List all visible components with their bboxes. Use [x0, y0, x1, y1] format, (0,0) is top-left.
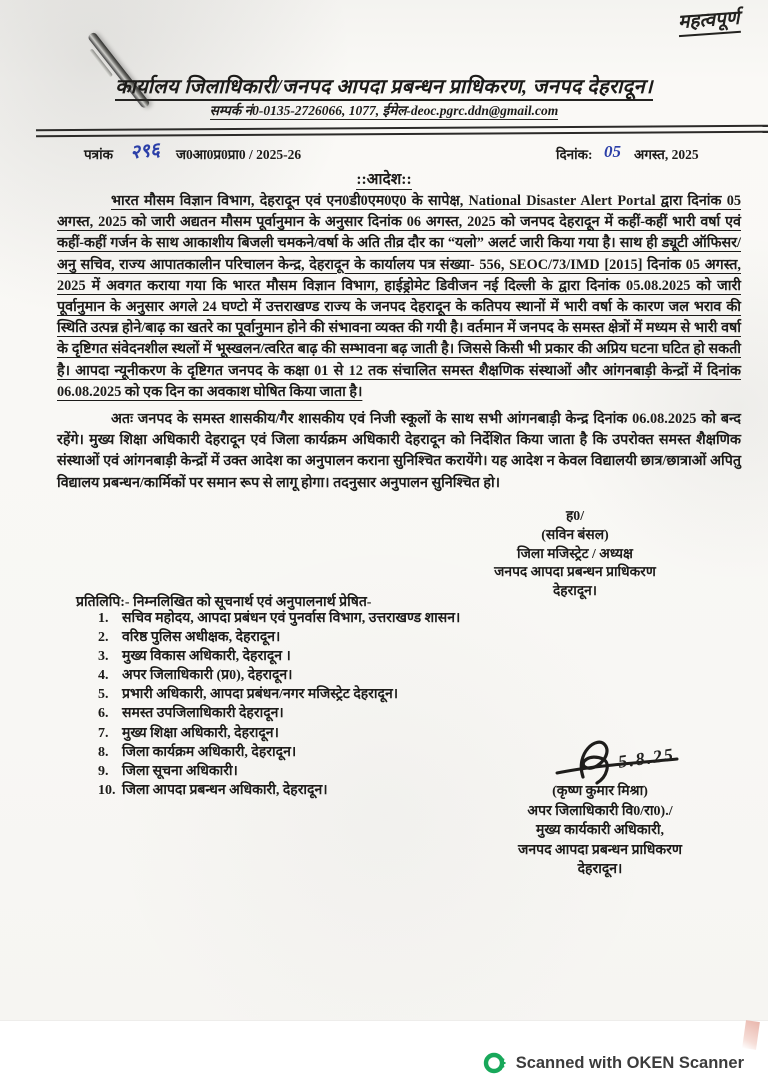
date-label: दिनांक:: [556, 147, 593, 162]
handwritten-importance-note: महत्वपूर्ण: [677, 4, 740, 37]
signatory-designation-4: देहरादून।: [577, 862, 623, 877]
date-month-year: अगस्त, 2025: [634, 147, 699, 162]
list-item-number: 1.: [98, 611, 109, 626]
list-item: [98, 688, 558, 703]
letterhead-divider-rule: [36, 125, 768, 137]
scan-edge-artifact: [742, 1020, 760, 1050]
list-item: [98, 727, 558, 742]
list-item-number: 8.: [98, 744, 109, 760]
order-body-paragraph-2: अतः जनपद के समस्त शासकीय/गैर शासकीय एवं निजी स्कूलों के साथ सभी आंगनबाड़ी केन्द्र दिनांक 06.08.2025 को बन्द रहेंगे। मुख्य शिक्षा अधिकारी देहरादून एवं जिला कार्यक्रम अधिकारी देहरादून को निर्देशित किया जाता है कि उपरोक्त समस्त शैक्षणिक संस्थाओं एवं आंगनबाड़ी केन्द्रों में उक्त आदेश का अनुपालन कराना सुनिश्चित करायेंगे। यह आदेश न केवल विद्यालयी छात्र/छात्राओं अपितु विद्यालय प्रबन्धन/कार्मिकों पर समान रूप से लागू होगा। तदनुसार अनुपालन सुनिश्चित हो।: [57, 411, 741, 491]
handwritten-signature-date: 5.8.25: [616, 744, 677, 772]
signatory-designation-1: जिला मजिस्ट्रेट / अध्यक्ष: [517, 545, 633, 561]
office-letterhead-title-text: कार्यालय जिलाधिकारी/जनपद आपदा प्रबन्धन प्राधिकरण, जनपद देहरादून।: [115, 76, 653, 101]
list-item-number: 7.: [98, 725, 109, 741]
list-item-number: 2.: [98, 630, 109, 646]
copy-distribution-list: [98, 612, 558, 803]
signatory-designation-3: जनपद आपदा प्रबन्धन प्राधिकरण: [517, 842, 682, 858]
ref-number-label: पत्रांक: [84, 147, 113, 162]
office-contact-line: [0, 101, 768, 119]
signatory-designation-2: जनपद आपदा प्रबन्धन प्राधिकरण: [494, 564, 656, 580]
list-item: [98, 765, 558, 780]
list-item-text: वरिष्ठ पुलिस अधीक्षक, देहरादून।: [122, 630, 281, 646]
list-item: [98, 746, 558, 761]
oken-scanner-logo-icon: [483, 1051, 507, 1075]
list-item-text: प्रभारी अधिकारी, आपदा प्रबंधन/नगर मजिस्ट्रेट देहरादून।: [122, 687, 399, 703]
list-item: [98, 612, 558, 627]
list-item-text: सचिव महोदय, आपदा प्रबंधन एवं पुनर्वास विभाग, उत्तराखण्ड शासन।: [122, 611, 461, 626]
list-item-text: अपर जिलाधिकारी (प्र0), देहरादून।: [122, 668, 293, 684]
list-item-text: मुख्य शिक्षा अधिकारी, देहरादून।: [122, 725, 279, 741]
list-item: [98, 650, 558, 665]
signatory-designation-3: देहरादून।: [552, 583, 598, 599]
list-item-text: समस्त उपजिलाधिकारी देहरादून।: [122, 706, 284, 722]
signatory-name: (सविन बंसल): [541, 526, 609, 542]
list-item: [98, 631, 558, 646]
copy-distribution-heading: प्रतिलिपि:- निम्नलिखित को सूचनार्थ एवं अनुपालनार्थ प्रेषित-: [76, 595, 372, 610]
office-letterhead-title: [0, 72, 768, 99]
list-item-number: 3.: [98, 649, 109, 665]
handwritten-ref-number: २९६: [129, 139, 161, 164]
order-heading-text: ::आदेश::: [356, 171, 412, 188]
signatory-name: (कृष्ण कुमार मिश्रा): [552, 784, 648, 799]
list-item-number: 9.: [98, 763, 109, 779]
signature-block-adm-ceo: [470, 782, 730, 880]
oken-scanner-credit-text: Scanned with OKEN Scanner: [515, 1053, 744, 1072]
list-item-number: 5.: [98, 687, 109, 703]
signature-block-district-magistrate: [455, 507, 695, 601]
list-item-text: मुख्य विकास अधिकारी, देहरादून ।: [122, 649, 291, 665]
order-heading: [0, 167, 768, 189]
list-item: [98, 707, 558, 722]
signatory-designation-2: मुख्य कार्यकारी अधिकारी,: [535, 823, 665, 838]
list-item-number: 10.: [98, 782, 116, 798]
list-item-text: जिला आपदा प्रबन्धन अधिकारी, देहरादून।: [122, 782, 328, 798]
list-item-text: जिला सूचना अधिकारी।: [122, 763, 238, 779]
scanner-footer-strip: [0, 1020, 768, 1088]
oken-scanner-credit: [483, 1051, 744, 1075]
handwritten-date-day: 05: [604, 142, 621, 161]
ref-number-suffix: ज0आ0प्र0प्रा0 / 2025-26: [176, 147, 302, 162]
list-item-text: जिला कार्यक्रम अधिकारी, देहरादून।: [122, 744, 297, 760]
list-item: [98, 669, 558, 684]
signed-mark: ह0/: [565, 508, 585, 523]
list-item-number: 4.: [98, 668, 109, 684]
office-contact-line-text: सम्पर्क नं0-0135-2726066, 1077, ईमेल-deoc.pgrc.ddn@gmail.com: [209, 103, 559, 118]
signatory-designation-1: अपर जिलाधिकारी वि0/रा0)./: [527, 803, 673, 819]
order-body-paragraph-1: भारत मौसम विज्ञान विभाग, देहरादून एवं एन0डी0एम0ए0 के सापेक्ष, National Disaster Alert Portal द्वारा दिनांक 05 अगस्त, 2025 को जारी अद्यतन मौसम पूर्वानुमान के अनुसार दिनांक 06 अगस्त, 2025 को जनपद देहरादून में कहीं-कहीं भारी वर्षा एवं कहीं-कहीं गर्जन के साथ आकाशीय बिजली चमकने/वर्षा के अति तीव्र दौर का “यलो” अलर्ट जारी किया गया है। साथ ही ड्यूटी ऑफिसर/अनु सचिव, राज्य आपातकालीन परिचालन केन्द्र, देहरादून के कार्यालय पत्र संख्या- 556, SEOC/73/IMD [2015] दिनांक 05 अगस्त, 2025 में अवगत कराया गया कि भारत मौसम विज्ञान विभाग, हाईड्रोमेट डिवीजन नई दिल्ली के द्वारा दिनांक 05.08.2025 को जारी पूर्वानुमान के अनुसार अगले 24 घण्टो में उत्तराखण्ड राज्य के जनपद देहरादून के कतिपय स्थानों में भारी वर्षा के कारण जल भराव की स्थिति उत्पन्न होने/बाढ़ का खतरे का पूर्वानुमान होने की संभावना व्यक्त की गयी है। वर्तमान में जनपद के समस्त क्षेत्रों में मध्यम से भारी वर्षा के दृष्टिगत संवेदनशील स्थलों में भूस्खलन/त्वरित बाढ़ की सम्भावना बढ़ जाती है। जिससे किसी भी प्रकार की अप्रिय घटना घटित हो सकती है। आपदा न्यूनीकरण के दृष्टिगत जनपद के कक्षा 01 से 12 तक संचालित समस्त शैक्षणिक संस्थाओं और आंगनबाड़ी केन्द्रों में दिनांक 06.08.2025 को एक दिन का अवकाश घोषित किया जाता है।: [57, 193, 741, 400]
list-item-number: 6.: [98, 706, 109, 722]
